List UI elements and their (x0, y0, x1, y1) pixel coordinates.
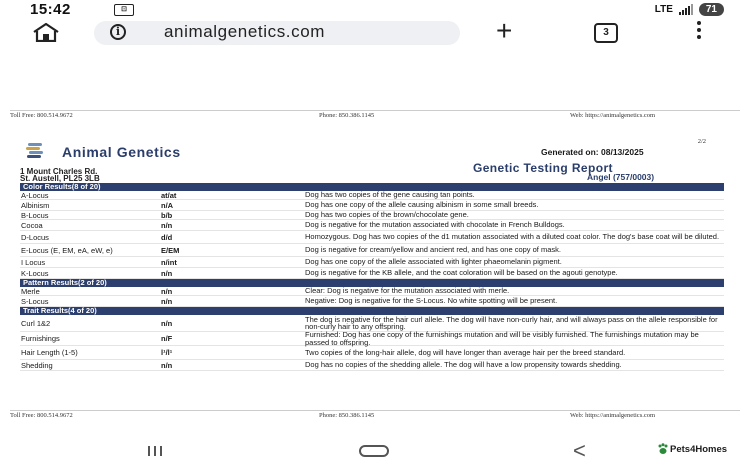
new-tab-icon[interactable]: + (496, 15, 513, 46)
back-icon[interactable]: < (573, 438, 586, 463)
description-cell: Negative: Dog is negative for the S-Locus. No white spotting will be present. (305, 296, 558, 306)
locus-cell: Curl 1&2 (21, 318, 51, 328)
signal-icon (679, 4, 693, 15)
toll-free-text: Toll Free: 800.514.9672 (10, 112, 73, 119)
page-footer-bottom (0, 411, 750, 421)
dna-logo-icon (24, 142, 46, 160)
description-cell: Dog has one copy of the allele causing albinism in some small breeds. (305, 200, 539, 210)
locus-cell: Hair Length (1-5) (21, 348, 78, 357)
genotype-cell: n/n (161, 318, 173, 328)
divider (10, 110, 740, 111)
info-icon[interactable]: i (110, 24, 126, 40)
locus-cell: D-Locus (21, 232, 49, 242)
home-button-icon[interactable] (359, 445, 389, 457)
phone-text: Phone: 850.386.1145 (319, 112, 375, 119)
brand-name: Animal Genetics (62, 144, 181, 160)
status-bar (0, 0, 750, 18)
report-title: Genetic Testing Report (473, 161, 613, 175)
generated-date (541, 147, 644, 157)
result-row (20, 296, 724, 307)
result-row (20, 191, 724, 200)
section-header: Trait Results(4 of 20) (20, 307, 724, 315)
url-text[interactable]: animalgenetics.com (164, 22, 326, 41)
genotype-cell: n/A (161, 200, 174, 210)
description-cell: Dog has no copies of the shedding allele. The dog will have a low propensity towards shedding. (305, 360, 622, 370)
clock: 15:42 (30, 1, 71, 18)
result-row (20, 360, 724, 371)
section-header: Pattern Results(2 of 20) (20, 279, 724, 287)
result-row (20, 332, 724, 346)
description-cell: Clear: Dog is negative for the mutation associated with merle. (305, 286, 510, 296)
status-icons (655, 2, 724, 16)
locus-cell: A-Locus (21, 190, 49, 200)
locus-cell: Merle (21, 286, 40, 296)
web-text: Web: https://animalgenetics.com (570, 412, 656, 419)
genotype-cell: n/int (161, 257, 177, 267)
address-line-1: 1 Mount Charles Rd. (20, 167, 98, 176)
web-text: Web: https://animalgenetics.com (570, 112, 656, 119)
watermark (658, 443, 727, 455)
locus-cell: Albinism (21, 200, 50, 210)
more-menu-icon[interactable] (697, 21, 703, 39)
tab-switcher-button[interactable]: 3 (594, 23, 618, 43)
genotype-cell: n/n (161, 220, 173, 230)
result-row (20, 231, 724, 244)
battery-indicator: 71 (699, 3, 724, 16)
description-cell: Dog is negative for the mutation associated with chocolate in French Bulldogs. (305, 220, 565, 230)
result-row (20, 220, 724, 231)
locus-cell: I Locus (21, 257, 46, 267)
network-type: LTE (654, 3, 673, 15)
locus-cell: E-Locus (E, EM, eA, eW, e) (21, 245, 113, 255)
page-number: 2/2 (697, 138, 706, 145)
description-cell: Furnished: Dog has one copy of the furnishings mutation and will be visibly furnished. The furnishings mutation may be passed to offspring. (305, 330, 699, 347)
watermark-text: Pets4Homes (670, 443, 728, 455)
locus-cell: Furnishings (21, 334, 60, 343)
result-row (20, 257, 724, 268)
results-table (20, 183, 724, 371)
genotype-cell: n/n (161, 360, 173, 370)
phone-text: Phone: 850.386.1145 (319, 412, 375, 419)
description-cell: The dog is negative for the hair curl allele. The dog will have non-curly hair, and will always pass on the allele responsible for non-curly hair to any offspring. (305, 314, 718, 331)
page-footer-top (0, 111, 750, 121)
address-line-2: St. Austell, PL25 3LB (20, 174, 100, 183)
genotype-cell: n/F (161, 334, 173, 343)
description-cell: Dog has one copy of the allele associated with lighter phaeomelanin pigment. (305, 257, 562, 267)
locus-cell: Cocoa (21, 220, 43, 230)
divider (10, 410, 740, 411)
genotype-cell: E/EM (161, 245, 180, 255)
locus-cell: Shedding (21, 360, 53, 370)
description-cell: Dog has two copies of the brown/chocolate gene. (305, 210, 469, 220)
description-cell: Dog has two copies of the gene causing tan points. (305, 190, 475, 200)
description-cell: Dog is negative for cream/yellow and ancient red, and has one copy of mask. (305, 245, 561, 255)
result-row (20, 211, 724, 220)
description-cell: Homozygous. Dog has two copies of the d1 mutation associated with a diluted coat color. The dog's base coat will be diluted. (305, 232, 720, 242)
browser-toolbar (0, 15, 750, 46)
genotype-cell: b/b (161, 210, 173, 220)
result-row (20, 268, 724, 279)
description-cell: Two copies of the long-hair allele, dog will have longer than average hair per the breed standard. (305, 347, 626, 357)
genotype-cell: at/at (161, 190, 177, 200)
address-bar[interactable] (94, 21, 460, 45)
genotype-cell: n/n (161, 296, 173, 306)
result-row (20, 287, 724, 296)
description-cell: Dog is negative for the KB allele, and the coat coloration will be based on the agouti genotype. (305, 268, 618, 278)
locus-cell: K-Locus (21, 268, 49, 278)
result-row (20, 346, 724, 360)
toll-free-text: Toll Free: 800.514.9672 (10, 412, 73, 419)
section-header: Color Results(8 of 20) (20, 183, 724, 191)
result-row (20, 244, 724, 257)
sim-card-icon: ⊡ (114, 4, 134, 16)
report-subject: Angel (757/0003) (587, 172, 655, 182)
genotype-cell: d/d (161, 232, 173, 242)
locus-cell: B-Locus (21, 210, 49, 220)
system-nav-bar (0, 436, 750, 464)
paw-icon (658, 443, 668, 455)
recent-apps-icon[interactable] (148, 446, 162, 456)
generated-label: Generated on: (541, 147, 599, 157)
generated-value: 08/13/2025 (601, 147, 644, 157)
genotype-cell: n/n (161, 286, 173, 296)
genotype-cell: n/n (161, 268, 173, 278)
home-icon[interactable] (30, 22, 62, 42)
locus-cell: S-Locus (21, 296, 49, 306)
genotype-cell: l¹/l¹ (161, 348, 173, 357)
